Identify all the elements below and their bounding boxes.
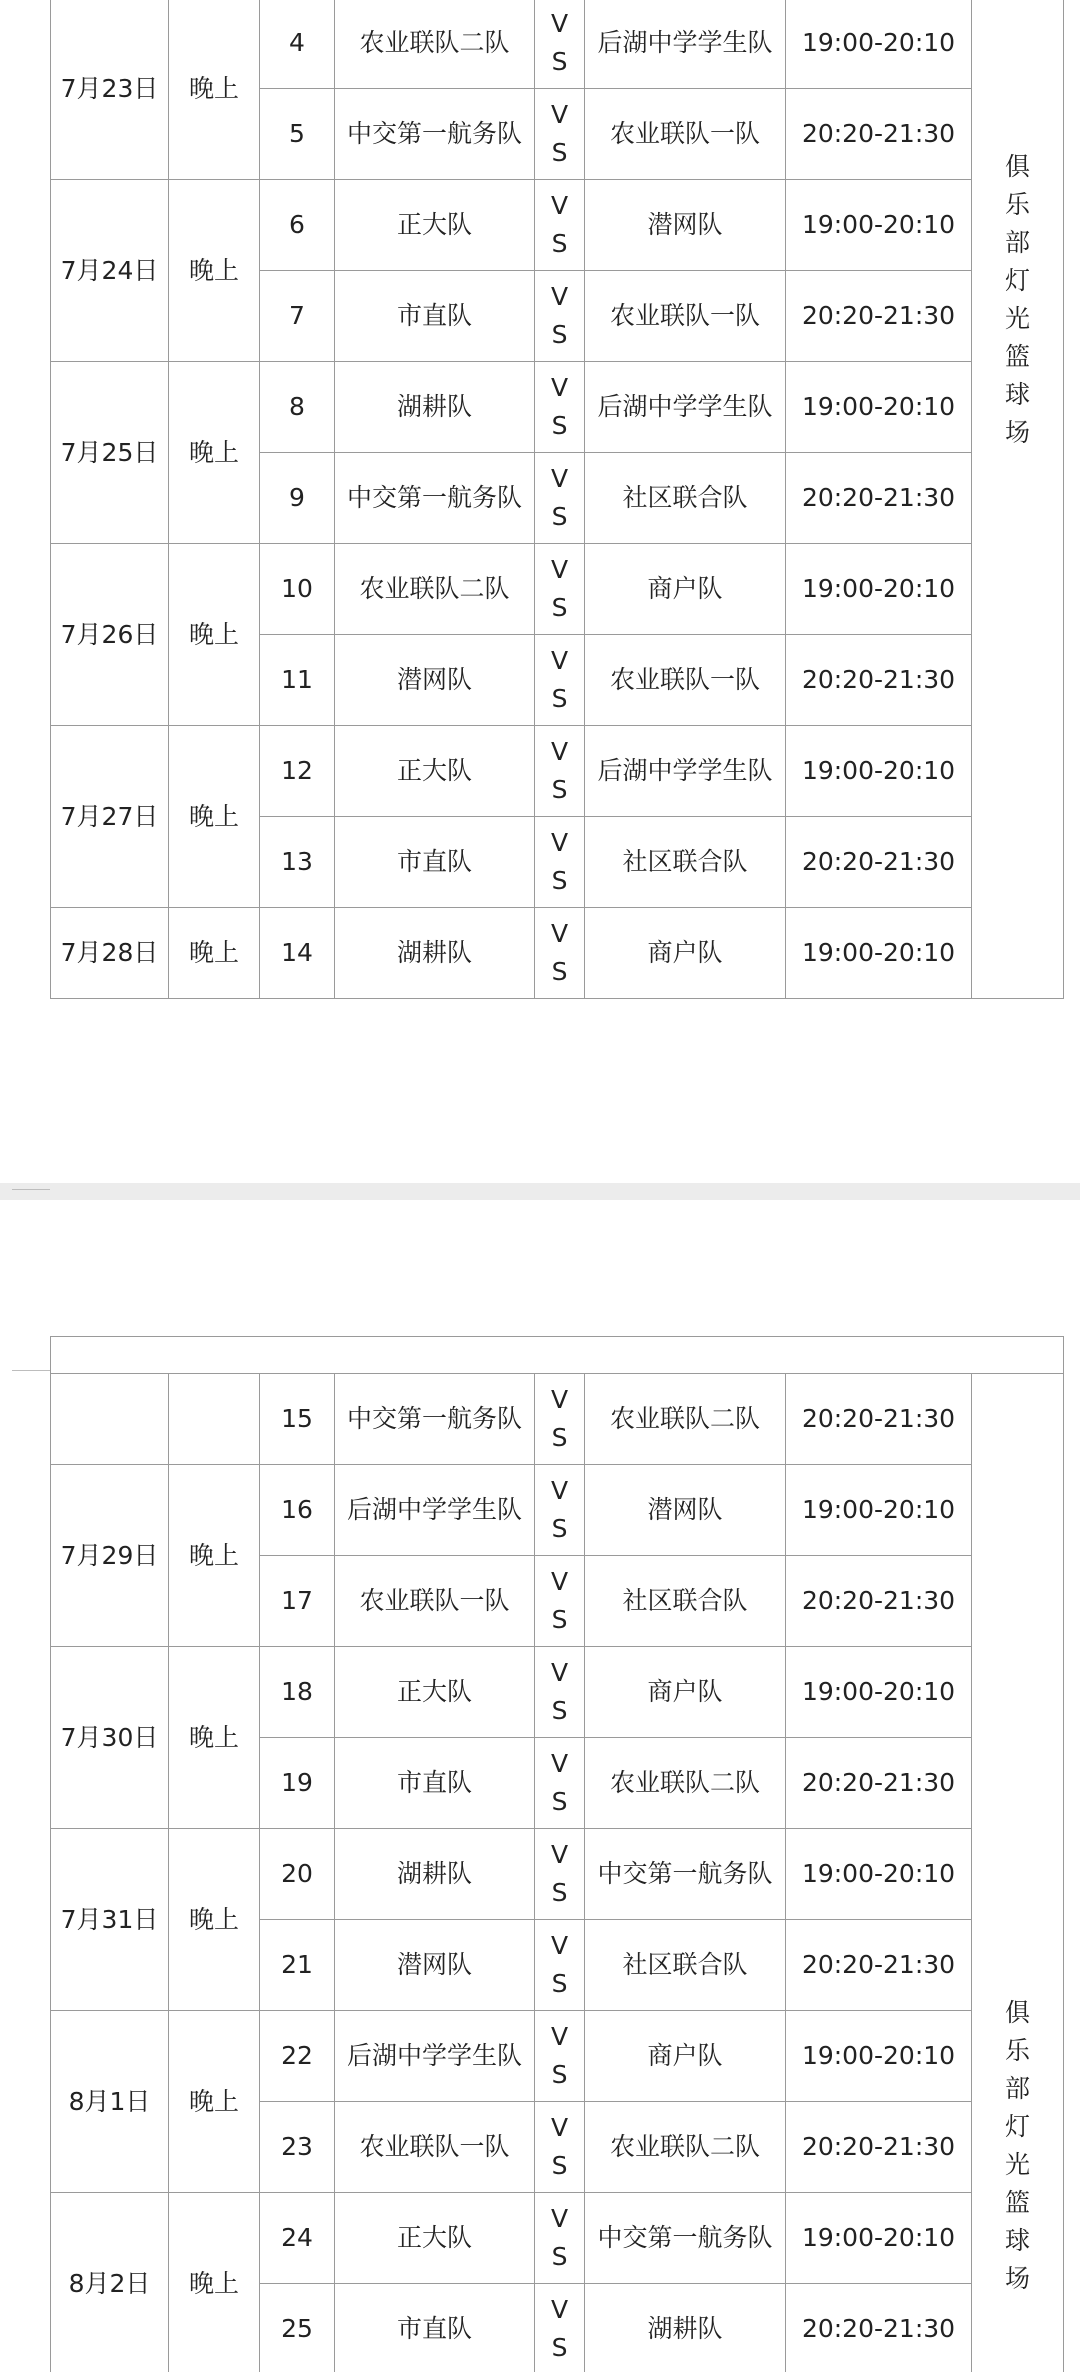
away-team-cell: 社区联合队 [585,817,786,908]
time-cell: 19:00-20:10 [786,0,972,89]
date-cell: 7月25日 [51,362,169,544]
page-break-rule [12,1189,50,1190]
venue-text: 俱乐部灯光篮球场 [1004,1998,1030,2293]
time-cell: 20:20-21:30 [786,1738,972,1829]
vs-cell: V S [535,1465,585,1556]
venue-text: 俱乐部灯光篮球场 [1004,152,1030,447]
schedule-table-part-2 [50,1336,1064,2372]
time-cell: 20:20-21:30 [786,1556,972,1647]
period-cell: 晚上 [169,2193,260,2372]
document-page-1 [0,0,1080,1183]
home-team-cell: 中交第一航务队 [335,1374,535,1465]
home-team-cell: 正大队 [335,1647,535,1738]
period-cell: 晚上 [169,726,260,908]
venue-cell [972,0,1064,999]
home-team-cell: 农业联队一队 [335,1556,535,1647]
table-row [51,0,1064,89]
away-team-cell: 潜网队 [585,180,786,271]
home-team-cell: 市直队 [335,271,535,362]
home-team-cell: 农业联队二队 [335,544,535,635]
time-cell: 20:20-21:30 [786,1920,972,2011]
home-team-cell: 潜网队 [335,1920,535,2011]
time-cell: 20:20-21:30 [786,89,972,180]
home-team-cell: 湖耕队 [335,362,535,453]
match-number-cell: 15 [260,1374,335,1465]
table-row [51,2193,1064,2284]
time-cell: 19:00-20:10 [786,2193,972,2284]
away-team-cell: 商户队 [585,908,786,999]
period-cell: 晚上 [169,0,260,180]
period-cell: 晚上 [169,1647,260,1829]
table-row [51,1829,1064,1920]
period-cell: 晚上 [169,908,260,999]
schedule-table-part-1 [50,0,1064,999]
away-team-cell: 农业联队二队 [585,1374,786,1465]
match-number-cell: 12 [260,726,335,817]
home-team-cell: 市直队 [335,1738,535,1829]
date-cell: 7月30日 [51,1647,169,1829]
date-cell: 7月27日 [51,726,169,908]
away-team-cell: 农业联队二队 [585,2102,786,2193]
home-team-cell: 正大队 [335,180,535,271]
home-team-cell: 湖耕队 [335,1829,535,1920]
venue-cell [972,1374,1064,2372]
vs-cell: V S [535,89,585,180]
away-team-cell: 中交第一航务队 [585,2193,786,2284]
match-number-cell: 20 [260,1829,335,1920]
away-team-cell: 农业联队二队 [585,1738,786,1829]
vs-cell: V S [535,1374,585,1465]
time-cell: 19:00-20:10 [786,544,972,635]
vs-cell: V S [535,1738,585,1829]
vs-cell: V S [535,726,585,817]
away-team-cell: 中交第一航务队 [585,1829,786,1920]
document-page-2 [0,1200,1080,2372]
match-number-cell: 22 [260,2011,335,2102]
time-cell: 19:00-20:10 [786,726,972,817]
time-cell: 19:00-20:10 [786,1829,972,1920]
vs-cell: V S [535,2193,585,2284]
home-team-cell: 市直队 [335,2284,535,2372]
match-number-cell: 6 [260,180,335,271]
time-cell: 20:20-21:30 [786,1374,972,1465]
vs-cell: V S [535,635,585,726]
table-row [51,180,1064,271]
vs-cell: V S [535,544,585,635]
time-cell: 20:20-21:30 [786,271,972,362]
period-cell: 晚上 [169,1829,260,2011]
away-team-cell: 后湖中学学生队 [585,362,786,453]
time-cell: 19:00-20:10 [786,1647,972,1738]
vs-cell: V S [535,180,585,271]
home-team-cell: 湖耕队 [335,908,535,999]
time-cell: 19:00-20:10 [786,180,972,271]
vs-cell: V S [535,0,585,89]
match-number-cell: 24 [260,2193,335,2284]
time-cell: 19:00-20:10 [786,1465,972,1556]
time-cell: 20:20-21:30 [786,817,972,908]
table-row [51,1647,1064,1738]
time-cell: 20:20-21:30 [786,635,972,726]
table-row [51,726,1064,817]
away-team-cell: 后湖中学学生队 [585,0,786,89]
match-number-cell: 25 [260,2284,335,2372]
time-cell: 20:20-21:30 [786,453,972,544]
period-cell: 晚上 [169,180,260,362]
away-team-cell: 社区联合队 [585,1556,786,1647]
match-number-cell: 7 [260,271,335,362]
date-cell: 7月26日 [51,544,169,726]
table-row [51,1374,1064,1465]
time-cell: 20:20-21:30 [786,2102,972,2193]
home-team-cell: 市直队 [335,817,535,908]
match-number-cell: 19 [260,1738,335,1829]
home-team-cell: 正大队 [335,726,535,817]
date-cell: 7月23日 [51,0,169,180]
home-team-cell: 后湖中学学生队 [335,1465,535,1556]
home-team-cell: 正大队 [335,2193,535,2284]
away-team-cell: 农业联队一队 [585,89,786,180]
match-number-cell: 4 [260,0,335,89]
date-cell: 7月29日 [51,1465,169,1647]
vs-cell: V S [535,1920,585,2011]
time-cell: 19:00-20:10 [786,362,972,453]
away-team-cell: 农业联队一队 [585,271,786,362]
away-team-cell: 后湖中学学生队 [585,726,786,817]
period-cell: 晚上 [169,362,260,544]
date-cell: 8月1日 [51,2011,169,2193]
margin-rule [12,1370,50,1371]
table-row [51,1465,1064,1556]
date-cell: 7月24日 [51,180,169,362]
date-cell [51,1374,169,1465]
vs-cell: V S [535,817,585,908]
home-team-cell: 中交第一航务队 [335,453,535,544]
table-row [51,544,1064,635]
time-cell: 20:20-21:30 [786,2284,972,2372]
match-number-cell: 16 [260,1465,335,1556]
period-cell: 晚上 [169,544,260,726]
period-cell: 晚上 [169,1465,260,1647]
time-cell: 19:00-20:10 [786,2011,972,2102]
away-team-cell: 社区联合队 [585,453,786,544]
vs-cell: V S [535,2102,585,2193]
vs-cell: V S [535,908,585,999]
vs-cell: V S [535,1829,585,1920]
match-number-cell: 9 [260,453,335,544]
page-break [0,1183,1080,1200]
vs-cell: V S [535,2011,585,2102]
home-team-cell: 后湖中学学生队 [335,2011,535,2102]
match-number-cell: 18 [260,1647,335,1738]
home-team-cell: 农业联队一队 [335,2102,535,2193]
match-number-cell: 13 [260,817,335,908]
match-number-cell: 10 [260,544,335,635]
home-team-cell: 潜网队 [335,635,535,726]
home-team-cell: 中交第一航务队 [335,89,535,180]
match-number-cell: 14 [260,908,335,999]
table-row [51,2011,1064,2102]
vs-cell: V S [535,1556,585,1647]
time-cell: 19:00-20:10 [786,908,972,999]
match-number-cell: 23 [260,2102,335,2193]
period-cell: 晚上 [169,2011,260,2193]
table-row [51,1337,1064,1374]
away-team-cell: 商户队 [585,2011,786,2102]
away-team-cell: 湖耕队 [585,2284,786,2372]
vs-cell: V S [535,1647,585,1738]
date-cell: 8月2日 [51,2193,169,2372]
match-number-cell: 21 [260,1920,335,2011]
period-cell [169,1374,260,1465]
match-number-cell: 11 [260,635,335,726]
match-number-cell: 5 [260,89,335,180]
vs-cell: V S [535,271,585,362]
home-team-cell: 农业联队二队 [335,0,535,89]
away-team-cell: 潜网队 [585,1465,786,1556]
match-number-cell: 17 [260,1556,335,1647]
away-team-cell: 商户队 [585,544,786,635]
table-continuation-strip [51,1337,1064,1374]
vs-cell: V S [535,2284,585,2372]
vs-cell: V S [535,362,585,453]
date-cell: 7月31日 [51,1829,169,2011]
away-team-cell: 社区联合队 [585,1920,786,2011]
match-number-cell: 8 [260,362,335,453]
away-team-cell: 商户队 [585,1647,786,1738]
table-row [51,908,1064,999]
table-row [51,362,1064,453]
date-cell: 7月28日 [51,908,169,999]
away-team-cell: 农业联队一队 [585,635,786,726]
vs-cell: V S [535,453,585,544]
